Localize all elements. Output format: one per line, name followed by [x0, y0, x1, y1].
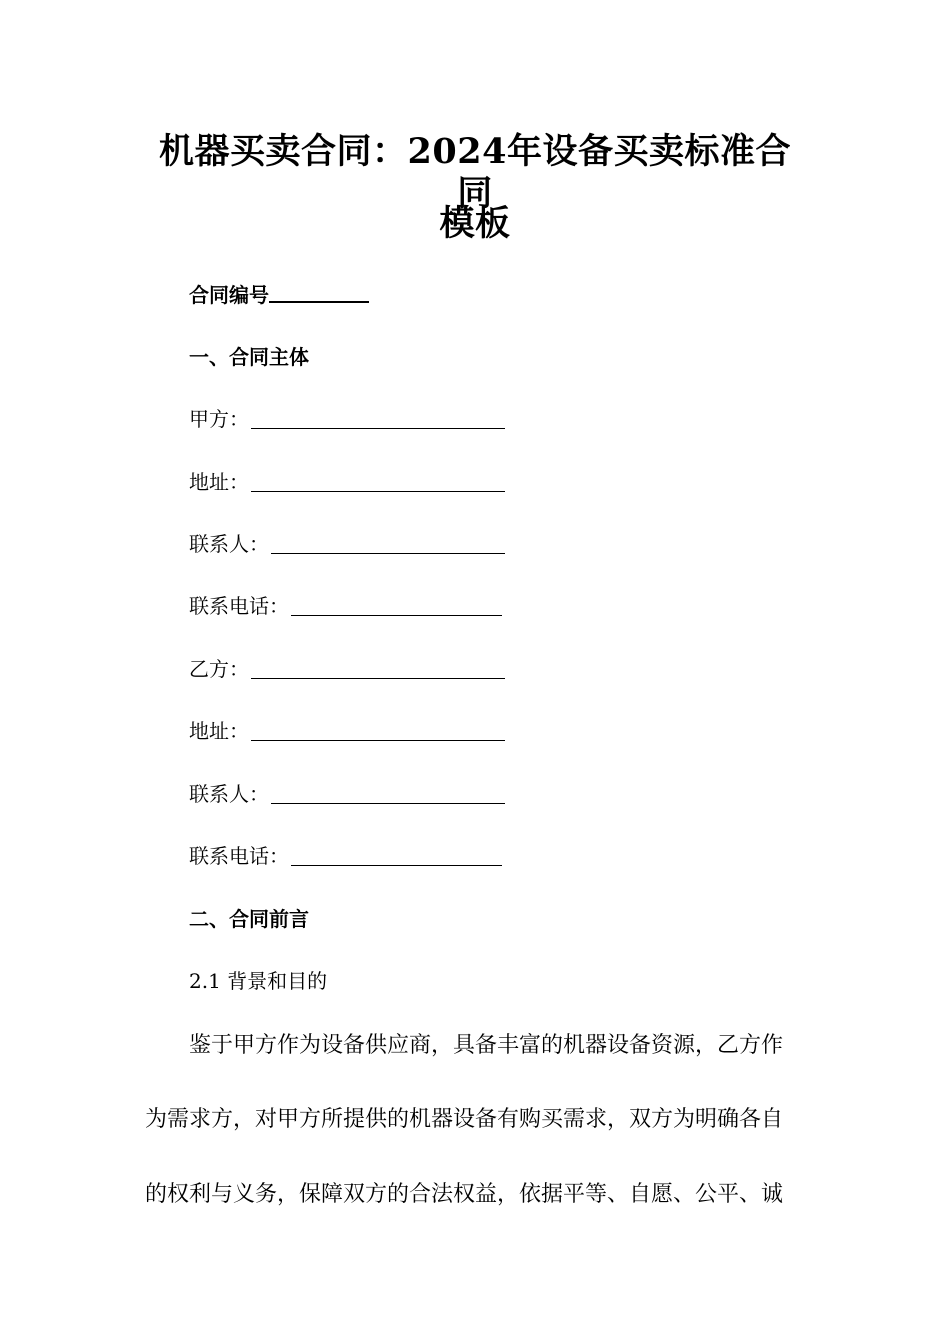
party-b-blank[interactable]	[251, 678, 505, 679]
party-b-row	[189, 655, 505, 683]
paragraph-line-2: 为需求方，对甲方所提供的机器设备有购买需求，双方为明确各自	[145, 1107, 784, 1132]
party-b-contact-label: 联系人：	[189, 782, 269, 806]
section-2-heading: 二、合同前言	[189, 907, 309, 931]
party-a-phone-label: 联系电话：	[189, 594, 289, 618]
party-b-contact-blank[interactable]	[271, 803, 505, 804]
party-a-label: 甲方：	[189, 407, 249, 431]
party-a-phone-row	[189, 592, 502, 620]
paragraph-line-1: 鉴于甲方作为设备供应商，具备丰富的机器设备资源，乙方作	[189, 1033, 784, 1058]
party-a-phone-blank[interactable]	[291, 615, 502, 616]
subsection-2-1-heading: 2.1 背景和目的	[189, 969, 328, 993]
section-1-heading: 一、合同主体	[189, 345, 309, 369]
paragraph-line-3: 的权利与义务，保障双方的合法权益，依据平等、自愿、公平、诚	[145, 1182, 784, 1207]
party-a-contact-blank[interactable]	[271, 553, 505, 554]
party-a-contact-row	[189, 530, 505, 558]
party-b-contact-row	[189, 780, 505, 808]
party-a-address-label: 地址：	[189, 470, 249, 494]
party-b-phone-blank[interactable]	[291, 865, 502, 866]
party-b-address-blank[interactable]	[251, 740, 505, 741]
party-a-row	[189, 405, 505, 433]
contract-number-blank[interactable]	[269, 301, 369, 303]
party-b-address-row	[189, 717, 505, 745]
party-a-address-blank[interactable]	[251, 491, 505, 492]
party-b-label: 乙方：	[189, 657, 249, 681]
party-b-phone-label: 联系电话：	[189, 844, 289, 868]
party-b-phone-row	[189, 842, 502, 870]
document-title-line-1: 机器买卖合同：2024年设备买卖标准合同	[159, 131, 791, 214]
document-title-line-2: 模板	[439, 203, 511, 244]
party-b-address-label: 地址：	[189, 719, 249, 743]
contract-number-label: 合同编号	[189, 283, 269, 307]
party-a-blank[interactable]	[251, 428, 505, 429]
party-a-address-row	[189, 468, 505, 496]
party-a-contact-label: 联系人：	[189, 532, 269, 556]
contract-number-row	[189, 281, 369, 309]
